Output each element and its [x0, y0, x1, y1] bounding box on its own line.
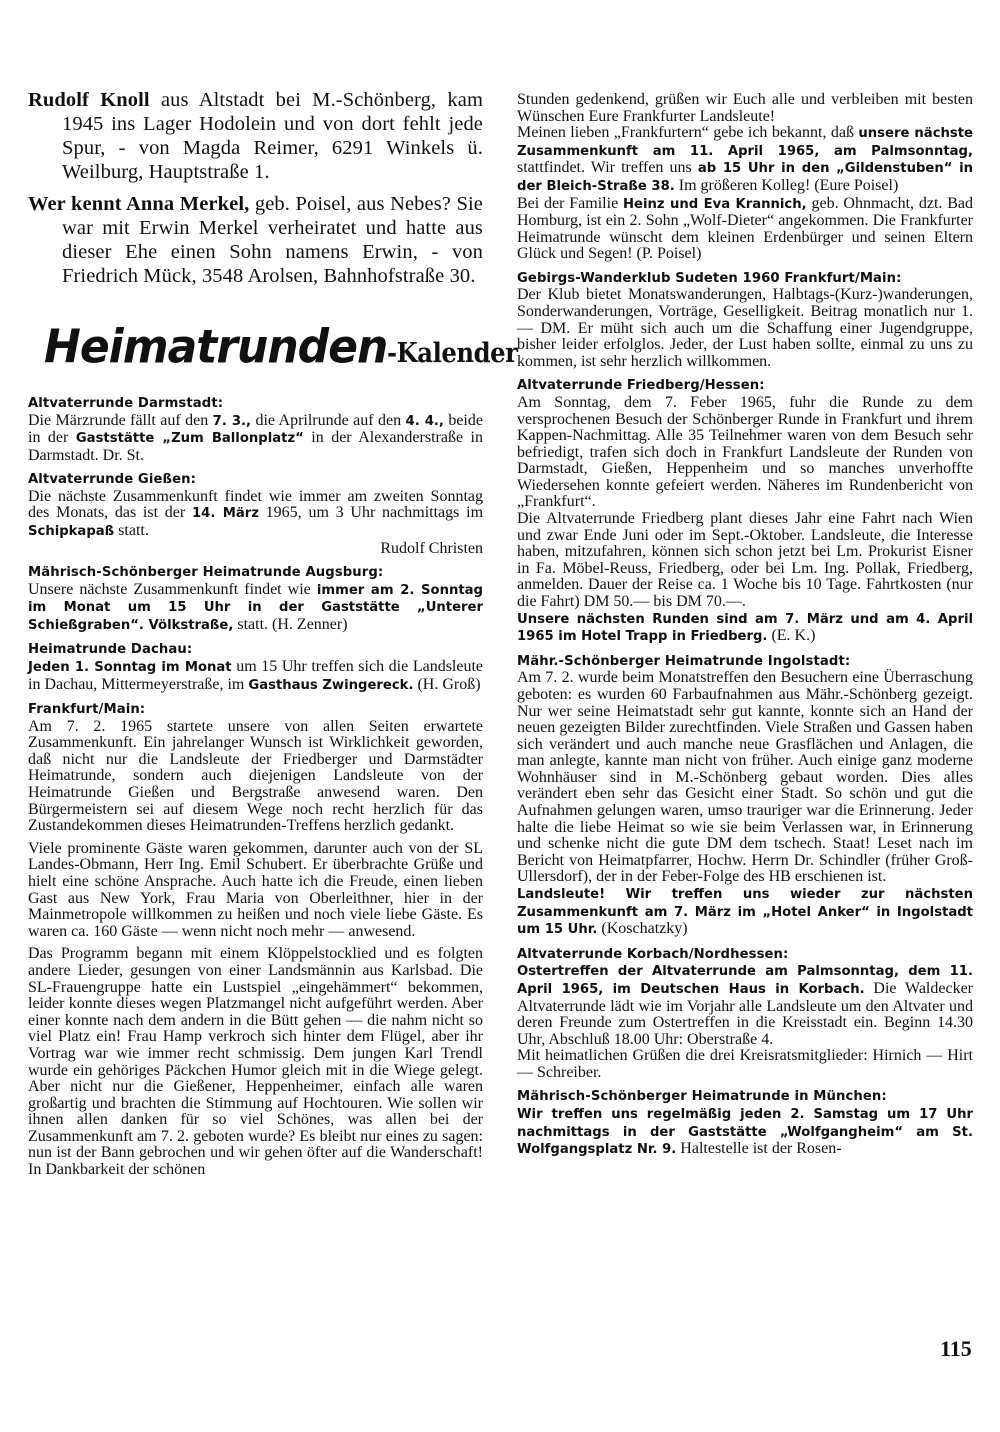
section-muenchen [517, 1089, 973, 1158]
section-body: Am 7. 2. 1965 startete unsere von allen Seiten erwartete Zusammenkunft. Ein jahrelanger Wunsch ist Wirklichkeit geworden, daß nicht nur die Landsleute der Friedberger und Darmstädter Heimatrunde, sondern auch diejenigen Landsleute von der Heimatrunde Gießen und Bergstraße anwesend waren. Den Bürgermeistern sei auf diesem Wege noch recht herzlich für das Zustandekommen dieses Heimatrunden-Treffens herzlich gedankt. [28, 717, 483, 835]
section-augsburg [28, 565, 483, 634]
section-body: Die Märzrunde fällt auf den 7. 3., die Aprilrunde auf den 4. 4., beide in der Gaststätte „Zum Ballonplatz“ in der Alexanderstraße in Darmstadt. Dr. St. [28, 411, 483, 464]
section-title: Altvaterrunde Gießen: [28, 472, 197, 488]
section-body: Das Programm begann mit einem Klöppelstocklied und es folgten andere Lieder, gesungen von einer Landsmännin aus Karlsbad. Die SL-Frauengruppe hatte ein Lustspiel „eingehämmert“ bekommen, leider konnte dieses wegen Platzmangel nicht aufgeführt werden. Aber einer konnte nach dem andern in die Bütt gehen — die nahm nicht so viel Platz ein! Frau Hamp verkroch sich hinter dem Flügel, aber ihr Vortrag war wie immer recht schmissig. Dem jungen Karl Trendl wurde ein gehöriges Päckchen Humor gleich mit in die Wiege gelegt. Aber nicht nur die Gießener, Heppenheimer, einfach alle waren großartig und brachten die Stimmung auf Hochtouren. Wie sollen wir ihnen allen danken für so viel Schönes, was allen bei der Zusammenkunft am 7. 2. geboten wurde? Es bleibt nur eines zu sagen: nun ist der Bann gebrochen und wir gehen öfter auf die Wanderschaft! In Dankbarkeit der schönen [28, 945, 483, 1179]
section-ingolstadt [517, 654, 973, 939]
section-title: Heimatrunde Dachau: [28, 642, 193, 658]
section-body: Landsleute! Wir treffen uns wieder zur nächsten Zusammenkunft am 7. März im „Hotel Anker“ in Ingolstadt um 15 Uhr. (Koschatzky) [517, 887, 973, 938]
section-body: Wir treffen uns regelmäßig jeden 2. Samstag um 17 Uhr nachmittags in der Gaststätte „Wolfgangheim“ am St. Wolfgangsplatz Nr. 9. Haltestelle ist der Rosen- [517, 1106, 973, 1158]
section-frankfurt-continued [517, 92, 973, 263]
right-column [517, 92, 973, 1167]
section-wanderklub [517, 271, 973, 370]
notice-name: Wer kennt Anna Merkel, [28, 193, 250, 215]
section-body: Viele prominente Gäste waren gekommen, darunter auch von der SL Landes-Obmann, Herr Ing. Emil Schubert. Er überbrachte Grüße und hielt eine schöne Ansprache. Auch hatte ich die Freude, einen lieben Gast aus New York, Frau Maria von Oberleithner, hier in der Mainmetropole willkommen zu heißen und noch viele liebe Gäste. Es waren ca. 160 Gäste — wenn nicht noch mehr — anwesend. [28, 839, 483, 940]
section-body: Jeden 1. Sonntag im Monat um 15 Uhr treffen sich die Landsleute in Dachau, Mittermeyerstraße, im Gasthaus Zwingereck. (H. Groß) [28, 657, 484, 693]
signature: Rudolf Christen [380, 539, 483, 557]
section-title: Mähr.-Schönberger Heimatrunde Ingolstadt: [517, 653, 851, 669]
section-title: Altvaterrunde Korbach/Nordhessen: [517, 946, 789, 962]
section-body: Die nächste Zusammenkunft findet wie immer am zweiten Sonntag des Monats, das ist der 14. März 1965, um 3 Uhr nachmittags im Schipkapaß statt. [28, 487, 484, 539]
section-body: Unsere nächste Zusammenkunft findet wie immer am 2. Sonntag im Monat um 15 Uhr in der Gaststätte „Unterer Schießgraben“. Völkstraße, statt. (H. Zenner) [28, 580, 484, 633]
search-notice-knoll: Rudolf Knoll aus Altstadt bei M.-Schönberg, kam 1945 ins Lager Hodolein und von dort fehlt jede Spur, - von Magda Reimer, 6291 Winkels ü. Weilburg, Hauptstraße 1. [28, 89, 483, 183]
section-body: Ostertreffen der Altvaterrunde am Palmsonntag, dem 11. April 1965, im Deutschen Haus in Korbach. Die Waldecker Altvaterrunde lädt wie im Vorjahr alle Landsleute um den Altvater und deren Freunde zum Ostertreffen in die Kreisstadt ein. Beginn 14.30 Uhr, Abschluß 18.00 Uhr: Oberstraße 4. [517, 964, 973, 1048]
section-body: Am Sonntag, dem 7. Feber 1965, fuhr die Runde zu dem versprochenen Besuch der Schönberger Runde in Frankfurt und ihrem Kappen-Nachmittag. Alle 35 Teilnehmer waren von dem Besuch sehr befriedigt, trafen sich doch in Frankfurt Landsleute der Runden von Darmstadt, Gießen, Heppenheim und so manches unverhoffte Wiedersehen konnte gefeiert werden. Näheres im Rundenbericht von „Frankfurt“. [517, 393, 973, 511]
section-darmstadt [28, 396, 483, 464]
section-frankfurt [28, 702, 483, 1179]
section-korbach [517, 947, 973, 1082]
heading-script: Heimatrunden [44, 320, 388, 375]
section-body: Bei der Familie Heinz und Eva Krannich, geb. Ohnmacht, dzt. Bad Homburg, ist ein 2. Sohn „Wolf-Dieter“ angekommen. Die Frankfurter Heimatrunde wünscht dem kleinen Erdenbürger und seinen Eltern Glück und Segen! (P. Poisel) [517, 194, 974, 263]
section-title: Altvaterrunde Darmstadt: [28, 396, 224, 411]
search-notice-merkel: Wer kennt Anna Merkel, geb. Poisel, aus Nebes? Sie war mit Erwin Merkel verheiratet und hatte aus dieser Ehe einen Sohn namens Erwin, - von Friedrich Mück, 3548 Arolsen, Bahnhofstraße 30. [28, 193, 483, 287]
section-body: Der Klub bietet Monatswanderungen, Halbtags-(Kurz-)wanderungen, Sonderwanderungen, Vorträge, Geselligkeit. Beitrag monatlich nur 1.— DM. Er müht sich auch um die Schaffung einer Jugendgruppe, bisher leider erfolglos. Jeder, der Lust haben sollte, einmal zu uns zu kommen, ist sehr herzlich willkommen. [517, 286, 973, 370]
section-body: Mit heimatlichen Grüßen die drei Kreisratsmitglieder: Hirnich — Hirt — Schreiber. [517, 1047, 973, 1081]
section-body: Am 7. 2. wurde beim Monatstreffen den Besuchern eine Überraschung geboten: es wurden 60 Farbaufnahmen aus Mähr.-Schönberg gezeigt. Nur wer seine Heimatstadt sehr gut kannte, konnte sich an Hand der neuen gezeigten Bilder zurechtfinden. Viele Straßen und Gassen haben sich verändert und auch manche neue Grasflächen und Anlagen, die man anlegte, kannte man nicht von früher. Auch einige ganz moderne Wohnhäuser sind in M.-Schönberg gebaut worden. Dies alles verändert eben sehr das Gesicht einer Stadt. So schön und gut die Aufnahmen gelungen waren, umso trauriger war die Erinnerung. Jeder halte die liebe Heimat so wie sie beim Verlassen war, in Erinnerung und schenke nicht die gute DM dem tschech. Staat! Leset nach im Bericht von Heimatpfarrer, Hochw. Herrn Dr. Schindler (früher Groß-Ullersdorf), der in der Feber-Folge des HB erschienen ist. [517, 669, 973, 886]
section-heading [44, 320, 518, 375]
section-dachau [28, 642, 483, 694]
notice-name: Rudolf Knoll [28, 89, 150, 111]
section-body: Unsere nächsten Runden sind am 7. März und am 4. April 1965 im Hotel Trapp in Friedberg. (E. K.) [517, 611, 973, 645]
section-title: Frankfurt/Main: [28, 702, 146, 718]
section-friedberg [517, 378, 973, 645]
section-body: Meinen lieben „Frankfurtern“ gebe ich bekannt, daß unsere nächste Zusammenkunft am 11. April 1965, am Palmsonntag, stattfindet. Wir treffen uns ab 15 Uhr in den „Gildenstuben“ in der Bleich-Straße 38. Im größeren Kolleg! (Eure Poisel) [517, 124, 973, 194]
section-title: Mährisch-Schönberger Heimatrunde in München: [517, 1089, 887, 1105]
section-title: Gebirgs-Wanderklub Sudeten 1960 Frankfurt/Main: [517, 270, 902, 286]
section-title: Altvaterrunde Friedberg/Hessen: [517, 378, 765, 394]
page-number: 115 [940, 1336, 972, 1361]
section-giessen [28, 472, 483, 557]
section-title: Mährisch-Schönberger Heimatrunde Augsburg: [28, 565, 384, 581]
section-body: Stunden gedenkend, grüßen wir Euch alle und verbleiben mit besten Wünschen Eure Frankfurter Landsleute! [517, 91, 973, 125]
section-body: Die Altvaterrunde Friedberg plant dieses Jahr eine Fahrt nach Wien und zwar Ende Juni oder im Sept.-Oktober. Landsleute, die Interesse haben, mitzufahren, können sich schon jetzt bei Lm. Prokurist Eisner in Fa. Möbel-Reuss, Friedberg, oder bei Lm. Ing. Pollak, Friedberg, anmelden. Dauer der Reise ca. 1 Woche bis 10 Tage. Fahrtkosten (nur die Fahrt) DM 50.— bis DM 70.—. [517, 510, 973, 611]
heading-plain: -Kalender [387, 338, 518, 369]
left-column [28, 88, 518, 1187]
